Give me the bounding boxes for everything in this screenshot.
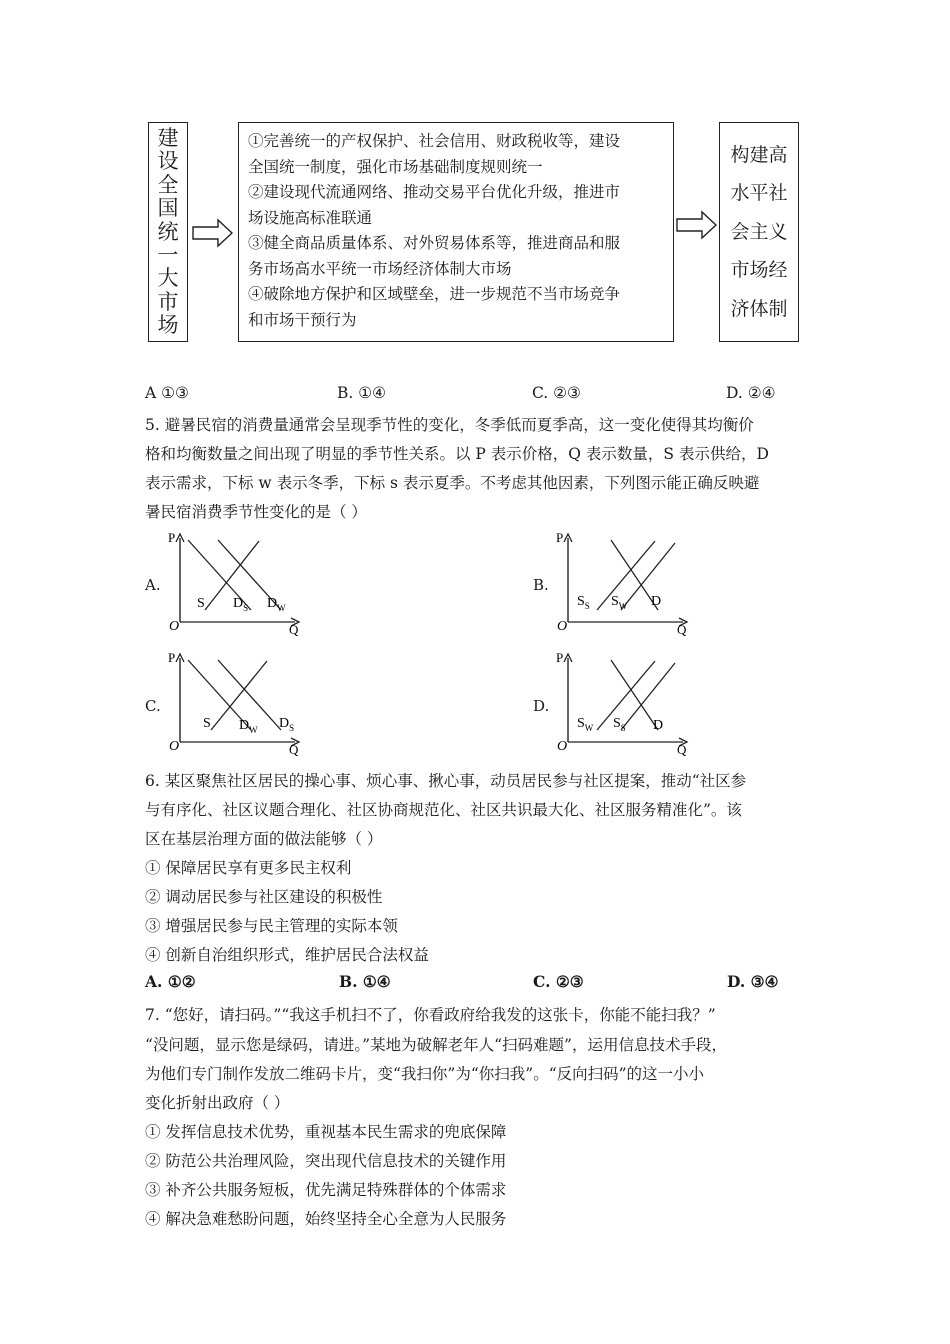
q7-stem-line: 7. “您好，请扫码。”“我这手机扫不了，你看政府给我发的这张卡，你能不能扫我？”: [145, 1006, 716, 1024]
q5-graph-option-label[interactable]: D.: [533, 697, 550, 715]
flow-left-char: 国: [157, 196, 179, 221]
flow-middle-line: 场设施高标准联通: [248, 208, 373, 227]
q7-item: ④ 解决急难愁盼问题，始终坚持全心全意为人民服务: [145, 1210, 507, 1228]
q5-stem-line: 格和均衡数量之间出现了明显的季节性关系。以 P 表示价格，Q 表示数量，S 表示供给，D: [145, 445, 769, 463]
q6-stem-line: 区在基层治理方面的做法能够（ ）: [145, 830, 383, 848]
q6-option-c[interactable]: C. ②③: [533, 972, 584, 991]
axis-q-label: Q: [677, 742, 687, 756]
q7-stem-line: 为他们专门制作发放二维码卡片，变“我扫你”为“你扫我”。“反向扫码”的这一小小: [145, 1065, 705, 1083]
q5-stem-line: 暑民宿消费季节性变化的是（ ）: [145, 503, 367, 521]
flow-left-char: 场: [157, 313, 179, 337]
q4-option-a[interactable]: A ①③: [145, 384, 189, 402]
q4-option-b[interactable]: B. ①④: [337, 384, 387, 402]
axis-o-label: O: [557, 619, 568, 634]
q6-item: ① 保障居民享有更多民主权利: [145, 859, 352, 877]
q5-graph-d[interactable]: [553, 648, 703, 756]
q4-option-c[interactable]: C. ②③: [532, 384, 581, 402]
curve-label: $S_W$: [611, 594, 628, 611]
curve-label: $D_W$: [267, 596, 286, 613]
flow-arrow-right-icon: [192, 218, 234, 248]
curve-label: $D_W$: [239, 718, 258, 735]
flow-right-box: [719, 122, 799, 342]
curve-label: $S_S$: [577, 594, 590, 611]
q7-item: ① 发挥信息技术优势，重视基本民生需求的兜底保障: [145, 1123, 507, 1141]
curve-label: D: [653, 718, 664, 733]
flow-middle-line: 务市场高水平统一市场经济体制大市场: [248, 259, 512, 278]
axis-o-label: O: [557, 739, 568, 754]
q5-graph-a[interactable]: [165, 528, 315, 636]
axis-p-label: P: [556, 530, 564, 545]
q6-stem-line: 6. 某区聚焦社区居民的操心事、烦心事、揪心事，动员居民参与社区提案，推动“社区参: [145, 772, 747, 790]
q5-graph-option-label[interactable]: C.: [145, 697, 161, 715]
q6-stem-line: 与有序化、社区议题合理化、社区协商规范化、社区共识最大化、社区服务精准化”。该: [145, 801, 742, 819]
flow-middle-line: ④破除地方保护和区域壁垒，进一步规范不当市场竞争: [248, 285, 621, 303]
flow-middle-line: 全国统一制度，强化市场基础制度规则统一: [248, 157, 543, 176]
q5-stem-line: 5. 避暑民宿的消费量通常会呈现季节性的变化，冬季低而夏季高，这一变化使得其均衡价: [145, 416, 754, 434]
curve-label: $D_S$: [233, 596, 249, 613]
flow-left-text: [148, 122, 188, 342]
curve-label: $S_W$: [577, 716, 594, 733]
q7-item: ② 防范公共治理风险，突出现代信息技术的关键作用: [145, 1152, 507, 1170]
flow-left-char: 全: [157, 172, 179, 197]
flow-right-line: 市场经: [730, 259, 788, 282]
axis-q-label: Q: [677, 622, 687, 636]
axis-o-label: O: [169, 619, 180, 634]
q5-graph-c[interactable]: [165, 648, 315, 756]
flow-middle-line: ①完善统一的产权保护、社会信用、财政税收等，建设: [248, 132, 621, 150]
curve-label: S: [197, 596, 205, 611]
flow-middle-line: ③健全商品质量体系、对外贸易体系等，推进商品和服: [248, 234, 621, 252]
q7-item: ③ 补齐公共服务短板，优先满足特殊群体的个体需求: [145, 1181, 507, 1199]
flow-left-char: 设: [157, 149, 179, 174]
q6-item: ④ 创新自治组织形式，维护居民合法权益: [145, 946, 429, 964]
flow-right-line: 水平社: [730, 182, 788, 205]
flow-left-char: 统: [157, 219, 179, 244]
axis-p-label: P: [556, 650, 564, 665]
axis-q-label: Q: [289, 742, 299, 756]
q7-stem-line: 变化折射出政府（ ）: [145, 1094, 290, 1112]
q5-graph-option-label[interactable]: B.: [533, 576, 549, 594]
flow-right-line: 济体制: [730, 297, 788, 320]
flow-arrow-right-icon: [676, 210, 718, 240]
axis-p-label: P: [168, 530, 176, 545]
curve-label: $D_S$: [279, 716, 295, 733]
curve-label: D: [651, 594, 662, 609]
flow-left-char: 建: [157, 126, 179, 150]
q6-option-d[interactable]: D. ③④: [727, 972, 779, 991]
q6-item: ③ 增强居民参与民主管理的实际本领: [145, 917, 398, 935]
axis-o-label: O: [169, 739, 180, 754]
q6-option-b[interactable]: B. ①④: [339, 972, 391, 991]
axis-q-label: Q: [289, 622, 299, 636]
q5-stem-line: 表示需求，下标 w 表示冬季，下标 s 表示夏季。不考虑其他因素，下列图示能正确反映避: [145, 474, 760, 492]
flow-left-char: 大: [157, 266, 179, 291]
q5-graph-b[interactable]: [553, 528, 703, 636]
flow-middle-box: [238, 122, 674, 342]
curve-label: S: [203, 716, 211, 731]
q4-option-d[interactable]: D. ②④: [726, 384, 776, 402]
flow-middle-line: 和市场干预行为: [248, 310, 357, 329]
flow-right-line: 构建高: [730, 143, 788, 166]
flow-right-line: 会主义: [730, 220, 788, 243]
flow-middle-line: ②建设现代流通网络、推动交易平台优化升级，推进市: [248, 183, 621, 201]
curve-label: $S_S$: [613, 716, 626, 733]
q7-stem-line: “没问题，显示您是绿码，请进。”某地为破解老年人“扫码难题”，运用信息技术手段，: [145, 1036, 727, 1054]
q5-graph-option-label[interactable]: A.: [145, 576, 161, 594]
axis-p-label: P: [168, 650, 176, 665]
flow-left-char: 一: [157, 242, 179, 267]
q6-item: ② 调动居民参与社区建设的积极性: [145, 888, 383, 906]
flow-left-char: 市: [157, 289, 179, 314]
q6-option-a[interactable]: A. ①②: [145, 972, 196, 991]
